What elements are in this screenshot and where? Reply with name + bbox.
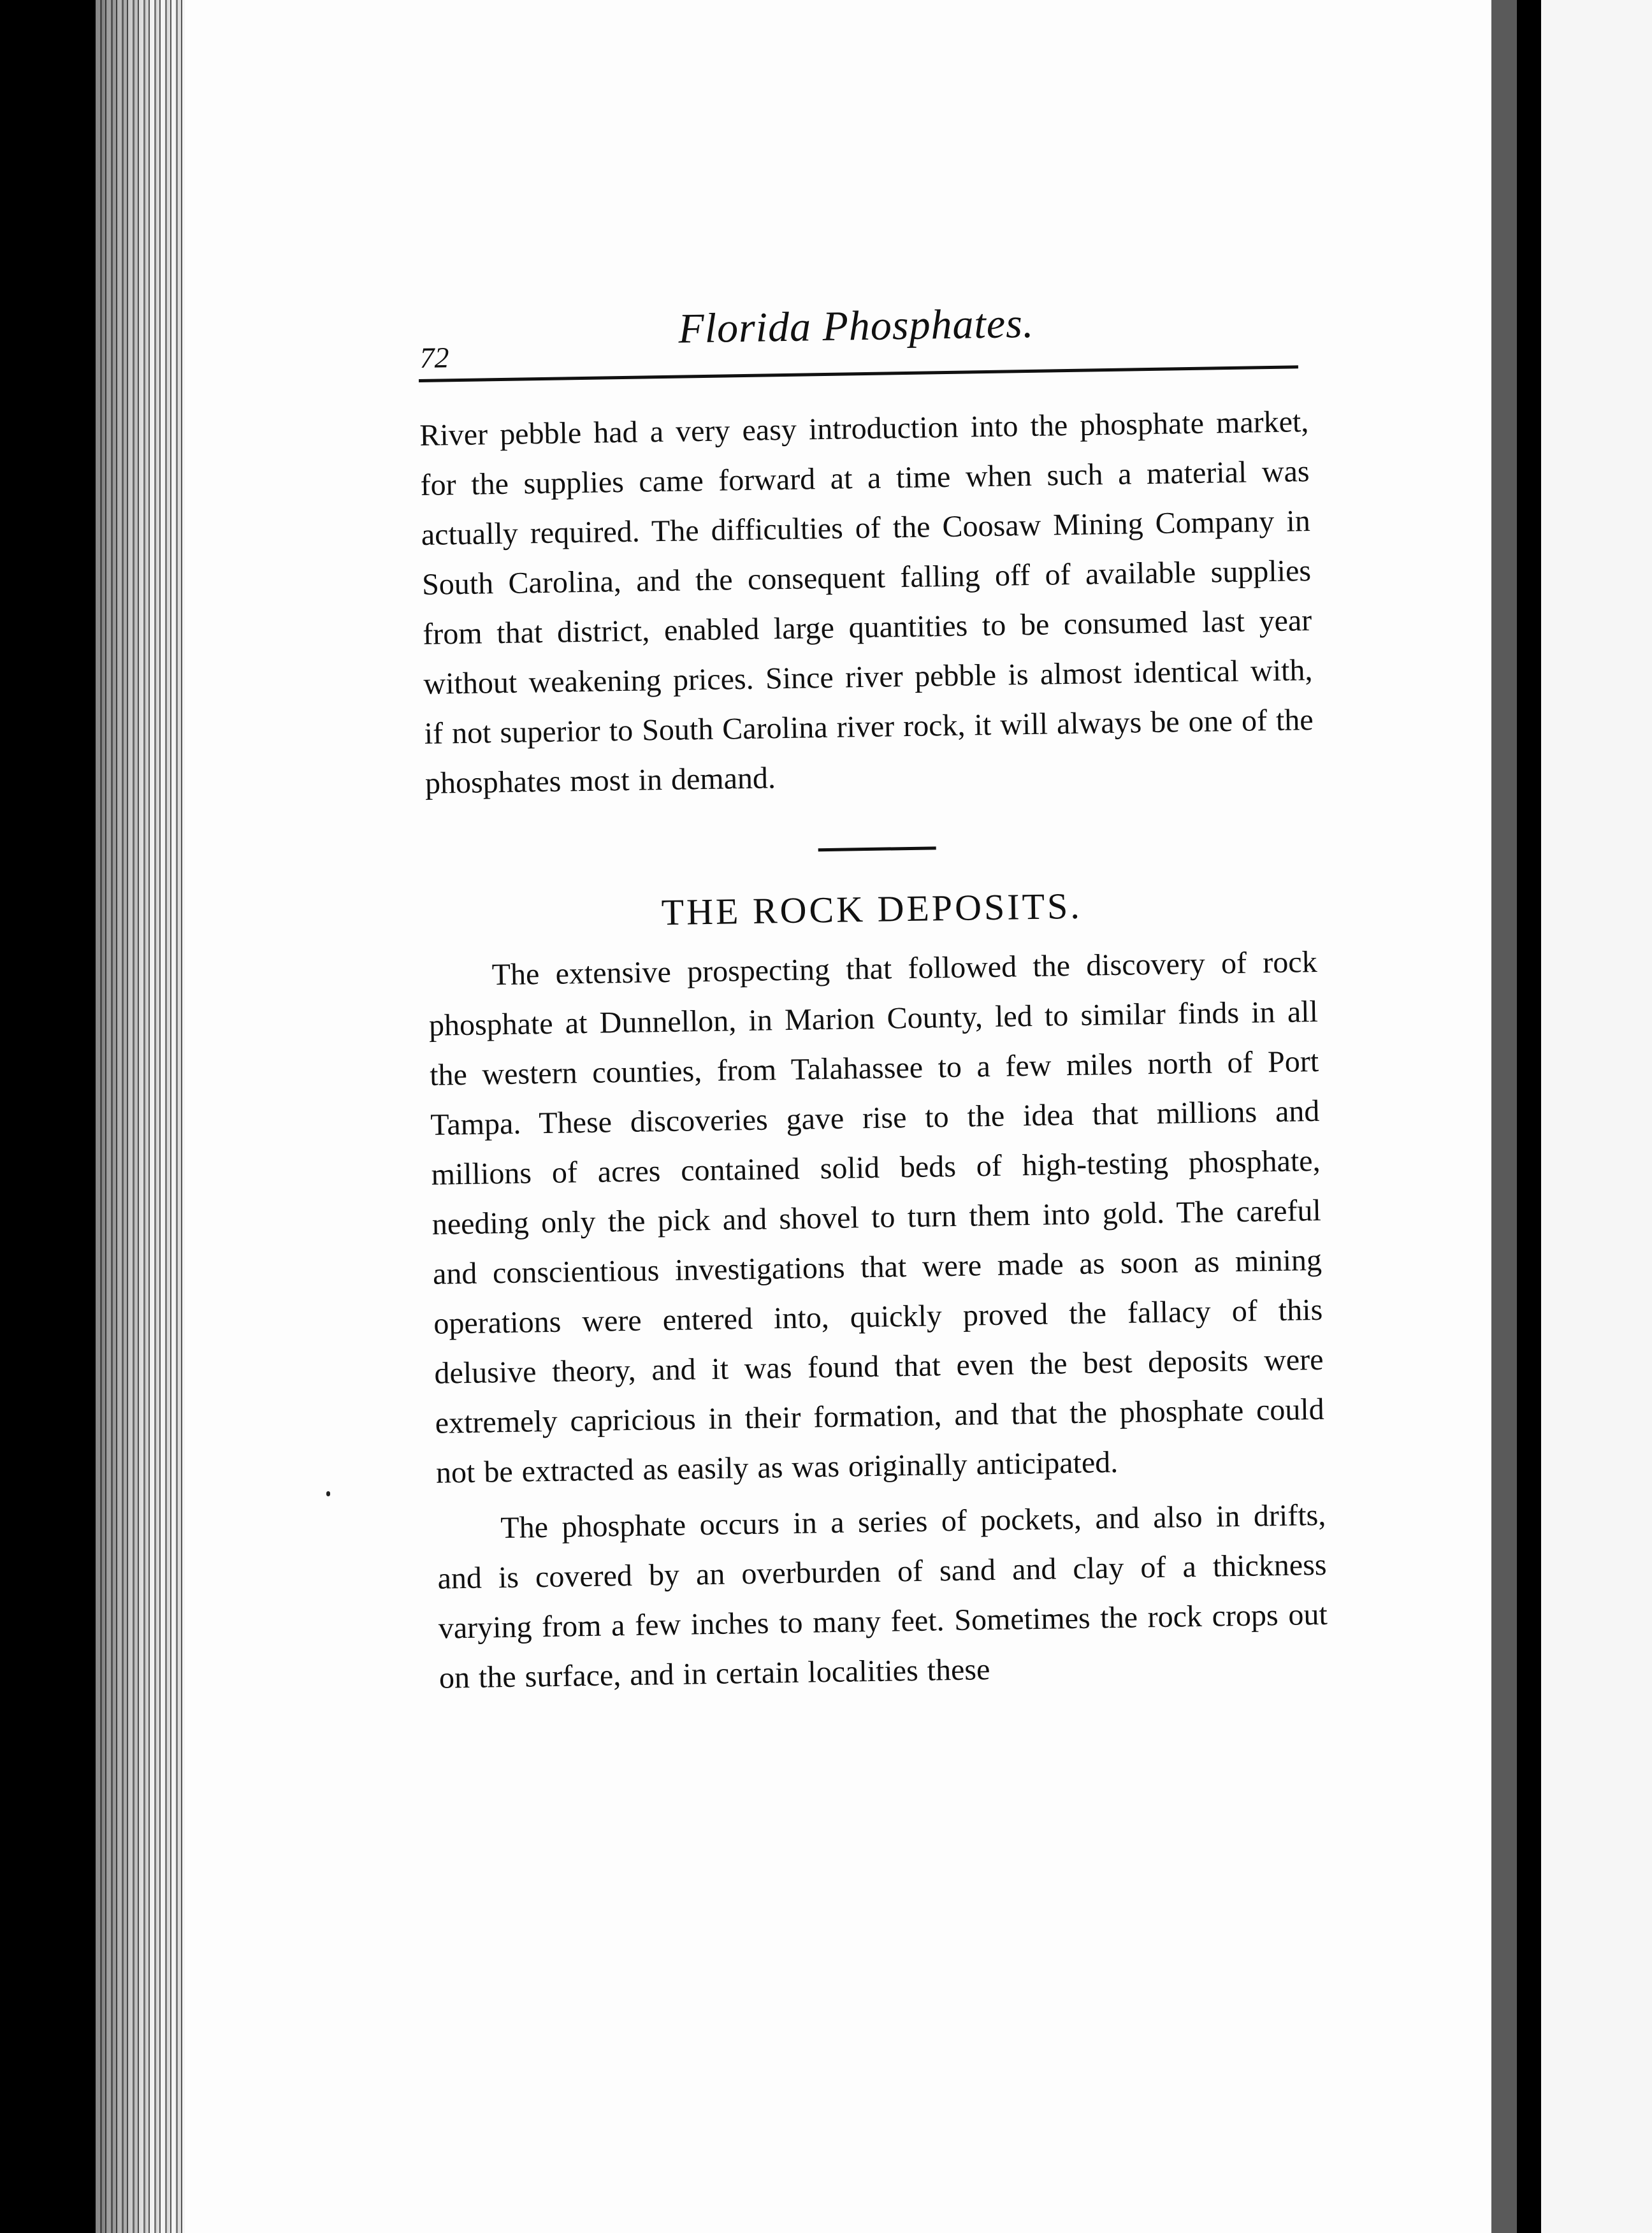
body-paragraph: The extensive prospecting that followed the discovery of rock phosphate at Dunnellon, in Marion County, led to similar finds in all the western counties, from Talahassee to a few miles north of Port Tampa. These discoveries gave rise to the idea that millions and millions of acres contained solid beds of high-testing phosphate, needing only the pick and shovel to turn them into gold. The careful and conscientious investigations that were made as soon as mining operations were entered into, quickly proved the fallacy of this delusive theory, and it was found that even the best deposits were extremely capricious in their formation, and that the phosphate could not be extracted as easily as was originally anticipated. <box>428 944 1325 1490</box>
page-content <box>417 282 1329 1703</box>
section-heading: THE ROCK DEPOSITS. <box>661 885 1083 934</box>
page-gutter <box>1491 0 1517 2233</box>
header-rule <box>419 365 1298 382</box>
page-stack-shadow <box>96 0 153 2233</box>
body-paragraph: The phosphate occurs in a series of pockets, and also in drifts, and is covered by an overburden of sand and clay of a thickness varying from a few inches to many feet. Sometimes the rock crops out on the surface, and in certain localities these <box>437 1498 1328 1695</box>
facing-page-edge <box>1541 0 1652 2233</box>
running-title: Florida Phosphates. <box>677 300 1034 352</box>
page-header <box>417 282 1308 392</box>
ink-speck <box>326 1491 330 1496</box>
page-number: 72 <box>419 341 449 374</box>
intro-paragraph: River pebble had a very easy introduction into the phosphate market, for the supplies came forward at a time when such a material was actually required. The difficulties of the Coosaw Mining Company in South Carolina, and the consequent falling off of available supplies from that district, enabled large quantities to be consumed last year without weakening prices. Since river pebble is almost identical with, if not superior to South Carolina river rock, it will always be one of the phosphates most in demand. <box>419 405 1314 800</box>
section-divider <box>818 846 936 851</box>
